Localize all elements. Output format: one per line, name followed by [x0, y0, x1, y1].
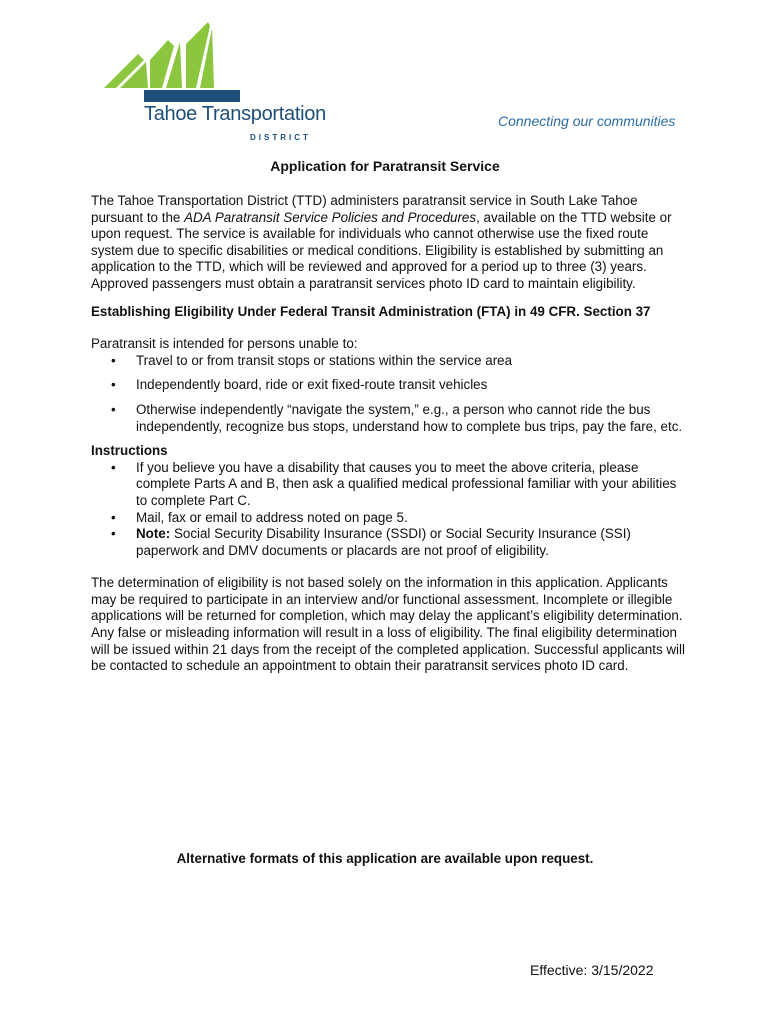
eligibility-subheading: Establishing Eligibility Under Federal Transit Administration (FTA) in 49 CFR. Section 37 — [91, 303, 651, 319]
instructions-list — [91, 460, 686, 560]
list-item — [91, 402, 686, 435]
list-item — [91, 353, 686, 370]
bullet-icon: • — [111, 459, 116, 475]
criteria-lead: Paratransit is intended for persons unable to: — [91, 336, 358, 352]
bullet-icon: • — [111, 352, 116, 368]
instruction-text: Mail, fax or email to address noted on page 5. — [136, 509, 408, 525]
document-body — [91, 193, 686, 675]
note-label: Note: — [136, 526, 171, 542]
criteria-text: Independently board, ride or exit fixed-route transit vehicles — [136, 377, 488, 393]
intro-text: The Tahoe Transportation District (TTD) administers paratransit service in South Lake Tahoe pursuant to the — [91, 193, 638, 225]
logo-title: Tahoe Transportation — [144, 103, 326, 125]
bullet-icon: • — [111, 377, 116, 393]
intro-text-cont: , available on the TTD website or upon request. The service is available for individuals who cannot otherwise use the fixed route system due to specific disabilities or medical conditions. Eligibility is established by submitting an application to the TTD, which will be reviewed and approved for a period up to three (3) years. Approved passengers must obtain a paratransit services photo ID card to maintain eligibility. — [91, 209, 672, 291]
alternative-formats-note: Alternative formats of this application are available upon request. — [176, 851, 594, 866]
note-text: Social Security Disability Insurance (SSDI) or Social Security Insurance (SSI) paperwork and DMV documents or placards are not proof of eligibility. — [136, 526, 631, 558]
criteria-list — [91, 353, 686, 435]
instructions-heading: Instructions — [91, 443, 168, 459]
criteria-text: Travel to or from transit stops or stations within the service area — [136, 352, 513, 368]
determination-paragraph: The determination of eligibility is not based solely on the information in this application. Applicants may be required to participate in an interview and/or functional assessment. Incomplete or illegible applications will be returned for completion, which may delay the applicant’s eligibility determination. Any false or misleading information will result in a loss of eligibility. The final eligibility determination will be issued within 21 days from the receipt of the completed application. Successful applicants will be contacted to schedule an appointment to obtain their paratransit services photo ID card. — [91, 575, 685, 674]
intro-paragraph — [91, 193, 686, 293]
bullet-icon: • — [111, 401, 116, 417]
instruction-text: If you believe you have a disability that causes you to meet the above criteria, please complete Parts A and B, then ask a qualified medical professional familiar with your abilities to complete Part C. — [136, 459, 677, 508]
list-item — [91, 460, 686, 510]
list-item — [91, 526, 686, 559]
bullet-icon: • — [111, 526, 116, 542]
page-title: Application for Paratransit Service — [270, 158, 500, 174]
bullet-icon: • — [111, 509, 116, 525]
effective-date: Effective: 3/15/2022 — [530, 962, 654, 978]
policy-title: ADA Paratransit Service Policies and Procedures — [184, 209, 477, 225]
list-item — [91, 377, 686, 394]
tagline: Connecting our communities — [498, 113, 676, 129]
list-item — [91, 510, 686, 527]
tahoe-transportation-logo — [104, 22, 326, 142]
criteria-text: Otherwise independently “navigate the system,” e.g., a person who cannot ride the bus independently, recognize bus stops, understand how to complete bus trips, pay the fare, etc. — [136, 401, 683, 434]
logo-district: DISTRICT — [250, 133, 311, 142]
mountain-logo-icon — [104, 22, 244, 104]
